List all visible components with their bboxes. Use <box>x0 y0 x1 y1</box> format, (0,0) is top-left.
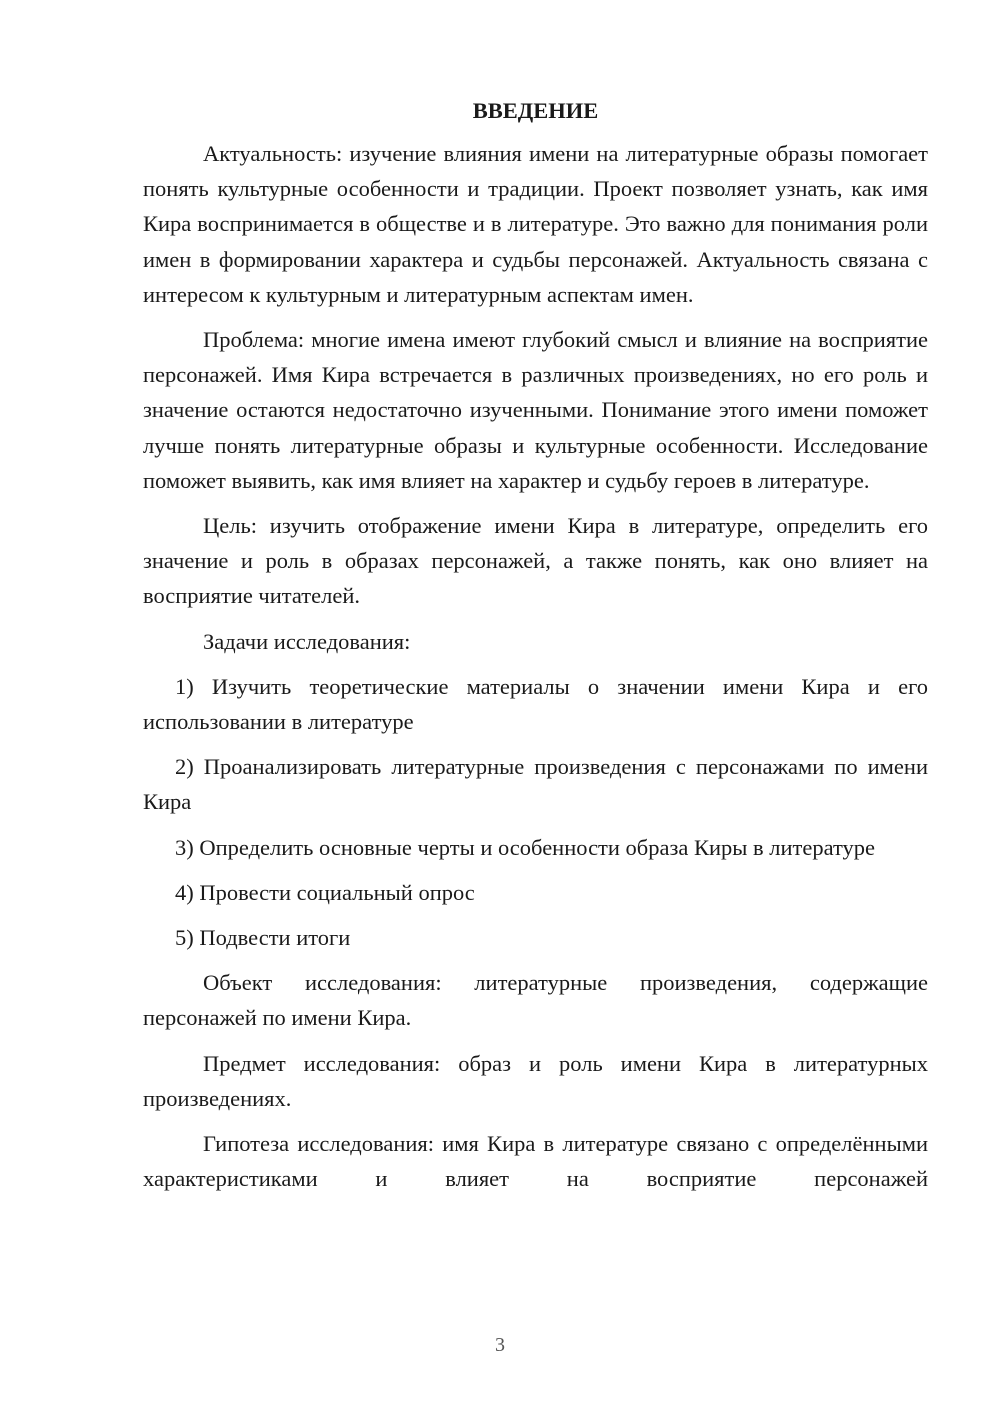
relevance-paragraph: Актуальность: изучение влияния имени на литературные образы помогает понять культурные особенности и традиции. Проект позволяет узнать, как имя Кира воспринимается в обществе и в литературе. Это важно для понимания роли имен в формировании характера и судьбы персонажей. Актуальность связана с интересом к культурным и литературным аспектам имен. <box>143 141 928 307</box>
page-title: ВВЕДЕНИЕ <box>472 98 599 123</box>
problem-paragraph: Проблема: многие имена имеют глубокий смысл и влияние на восприятие персонажей. Имя Кира встречается в различных произведениях, но его роль и значение остаются недостаточно изученными. Понимание этого имени поможет лучше понять литературные образы и культурные особенности. Исследование поможет выявить, как имя влияет на характер и судьбу героев в литературе. <box>143 327 928 493</box>
task-item: 2) Проанализировать литературные произведения с персонажами по имени Кира <box>143 754 928 815</box>
task-item: 4) Провести социальный опрос <box>175 879 475 905</box>
task-item: 5) Подвести итоги <box>175 925 351 951</box>
document-page <box>143 96 928 1206</box>
object-paragraph: Объект исследования: литературные произведения, содержащие персонажей по имени Кира. <box>143 970 928 1031</box>
task-item: 3) Определить основные черты и особенности образа Киры в литературе <box>175 834 876 860</box>
hypothesis-paragraph: Гипотеза исследования: имя Кира в литературе связано с определёнными характеристиками и влияет на восприятие персонажей <box>143 1131 928 1192</box>
goal-paragraph: Цель: изучить отображение имени Кира в литературе, определить его значение и роль в образах персонажей, а также понять, как оно влияет на восприятие читателей. <box>143 513 928 609</box>
page-number: 3 <box>495 1334 505 1356</box>
task-item: 1) Изучить теоретические материалы о значении имени Кира и его использовании в литературе <box>143 673 928 735</box>
subject-paragraph: Предмет исследования: образ и роль имени Кира в литературных произведениях. <box>143 1050 928 1111</box>
tasks-title: Задачи исследования: <box>203 628 411 654</box>
